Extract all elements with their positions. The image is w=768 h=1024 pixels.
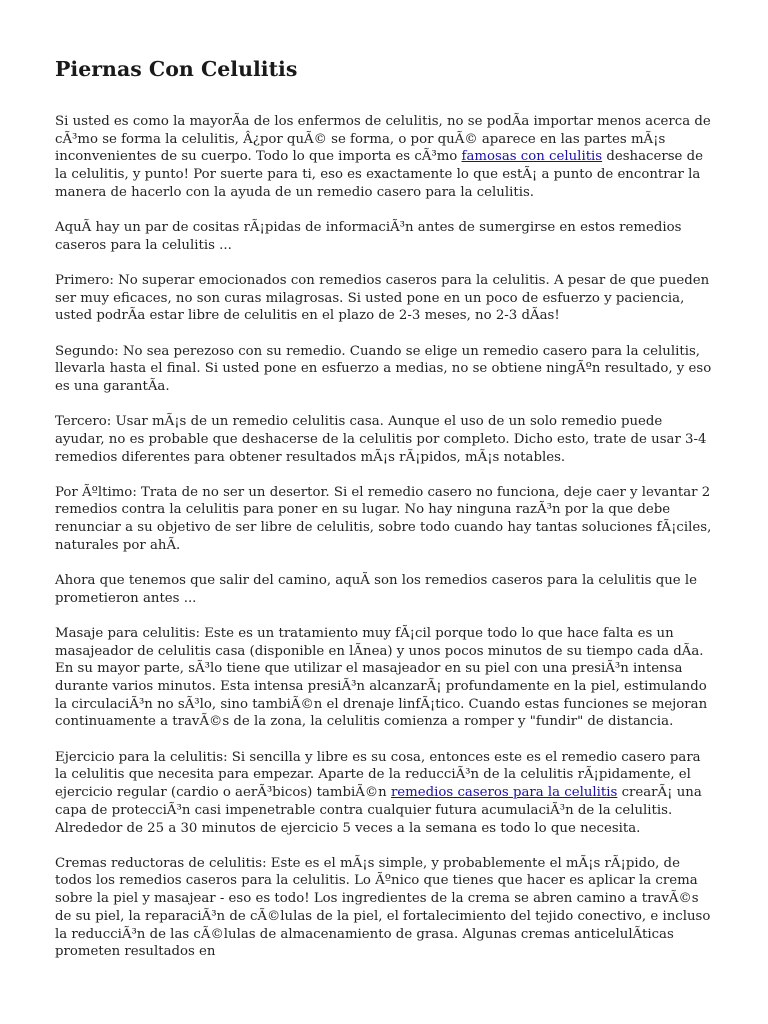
paragraph-segundo: Segundo: No sea perezoso con su remedio. Cuando se elige un remedio casero para la celulitis, llevarla hasta el final. Si usted pone en esfuerzo a medias, no se obtiene ningÃºn resultado, y eso es una garantÃa. <box>55 343 712 394</box>
famosas-con-celulitis-link[interactable]: famosas con celulitis <box>461 149 603 165</box>
ejercicio-text-before: Ejercicio para la celulitis: Si sencilla y libre es su cosa, entonces este es el remedio casero para la celulitis que necesita para empezar. Aparte de la reducciÃ³n de la celulitis rÃ¡pidamente, el ejercicio regular (cardio o aerÃ³bicos) tambiÃ©n <box>55 749 701 801</box>
document-title: Piernas Con Celulitis <box>55 57 298 81</box>
paragraph-por-ultimo: Por Ãºltimo: Trata de no ser un desertor. Si el remedio casero no funciona, deje caer y levantar 2 remedios contra la celulitis para poner en su lugar. No hay ninguna razÃ³n por la que debe renunciar a su objetivo de ser libre de celulitis, sobre todo cuando hay tantas soluciones fÃ¡ciles, naturales por ahÃ. <box>55 484 712 553</box>
ejercicio-text-after: crearÃ¡ una capa de protecciÃ³n casi impenetrable contra cualquier futura acumulaciÃ³n de la celulitis. Alrededor de 25 a 30 minutos de ejercicio 5 veces a la semana es todo lo que necesita. <box>55 785 702 836</box>
intro-text-before: Si usted es como la mayorÃa de los enfermos de celulitis, no se podÃa importar menos acerca de cÃ³mo se forma la celulitis, Â¿por quÃ© se forma, o por quÃ© aparece en las partes mÃ¡s inconvenientes de su cuerpo. Todo lo que importa es cÃ³mo <box>55 114 711 165</box>
paragraph-ahora: Ahora que tenemos que salir del camino, aquÃ son los remedios caseros para la celulitis que le prometieron antes ... <box>55 573 697 606</box>
paragraph-masaje: Masaje para celulitis: Este es un tratamiento muy fÃ¡cil porque todo lo que hace falta es un masajeador de celulitis casa (disponible en lÃnea) y unos pocos minutos de su tiempo cada dÃa. En su mayor parte, sÃ³lo tiene que utilizar el masajeador en su piel con una presiÃ³n intensa durante varios minutos. Esta intensa presiÃ³n alcanzarÃ¡ profundamente en la piel, estimulando la circulaciÃ³n no sÃ³lo, sino tambiÃ©n el drenaje linfÃ¡tico. Cuando estas funciones se mejoran continuamente a travÃ©s de la zona, la celulitis comienza a romper y "fundir" de distancia. <box>55 625 708 730</box>
paragraph-quick-info: AquÃ hay un par de cositas rÃ¡pidas de informaciÃ³n antes de sumergirse en estos remedios caseros para la celulitis ... <box>55 220 682 253</box>
paragraph-tercero: Tercero: Usar mÃ¡s de un remedio celulitis casa. Aunque el uso de un solo remedio puede ayudar, no es probable que deshacerse de la celulitis por completo. Dicho esto, trate de usar 3-4 remedios diferentes para obtener resultados mÃ¡s rÃ¡pidos, mÃ¡s notables. <box>55 414 707 465</box>
paragraph-ejercicio <box>55 749 713 838</box>
paragraph-cremas: Cremas reductoras de celulitis: Este es el mÃ¡s simple, y probablemente el mÃ¡s rÃ¡pido, de todos los remedios caseros para la celulitis. Lo Ãºnico que tienes que hacer es aplicar la crema sobre la piel y masajear - eso es todo! Los ingredientes de la crema se abren camino a travÃ©s de su piel, la reparaciÃ³n de cÃ©lulas de la piel, el fortalecimiento del tejido conectivo, e incluso la reducciÃ³n de las cÃ©lulas de almacenamiento de grasa. Algunas cremas anticelulÃticas prometen resultados en <box>55 855 711 960</box>
paragraph-primero: Primero: No superar emocionados con remedios caseros para la celulitis. A pesar de que pueden ser muy eficaces, no son curas milagrosas. Si usted pone en un poco de esfuerzo y paciencia, usted podrÃa estar libre de celulitis en el plazo de 2-3 meses, no 2-3 dÃas! <box>55 272 710 324</box>
paragraph-intro <box>55 113 713 202</box>
remedios-caseros-link[interactable]: remedios caseros para la celulitis <box>390 785 618 801</box>
intro-text-after: deshacerse de la celulitis, y punto! Por suerte para ti, eso es exactamente lo que estÃ¡ a punto de encontrar la manera de hacerlo con la ayuda de un remedio casero para la celulitis. <box>55 149 704 200</box>
